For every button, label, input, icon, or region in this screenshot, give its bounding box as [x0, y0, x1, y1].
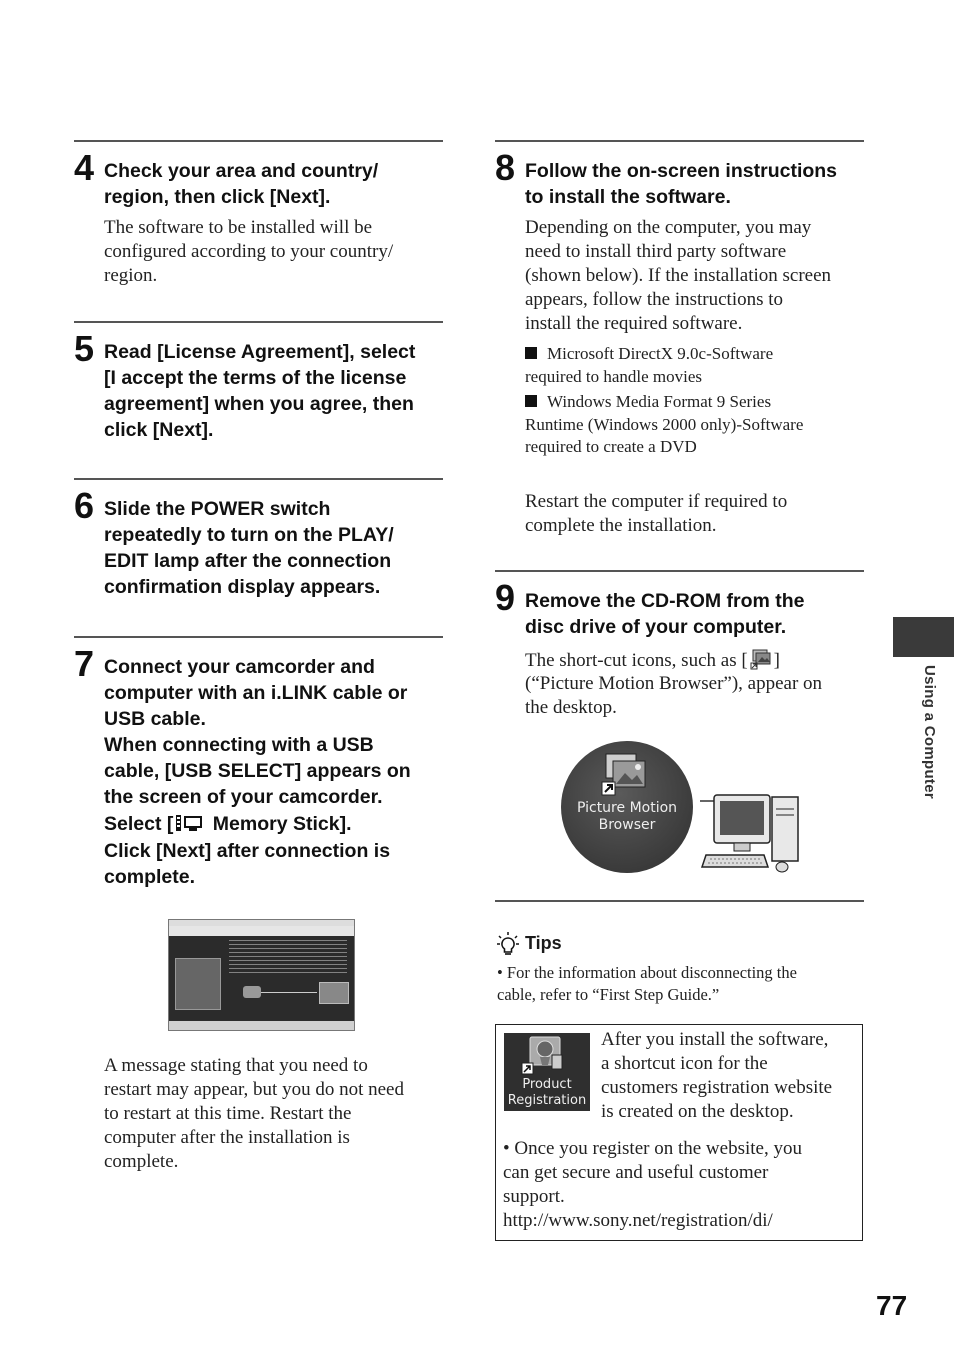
step8-item-directx	[525, 343, 870, 388]
picture-motion-browser-icon	[600, 752, 650, 803]
step4-body: The software to be installed will be configured according to your country/ region.	[104, 217, 394, 286]
computer-illustration	[700, 793, 805, 878]
connection-screenshot	[168, 919, 355, 1031]
step8-title: Follow the on-screen instructions to install the software.	[525, 160, 838, 208]
step8-number: 8	[495, 147, 516, 188]
step7-number: 7	[74, 643, 95, 684]
step9-title: Remove the CD-ROM from the disc drive of your computer.	[525, 590, 805, 638]
step4-rule	[74, 140, 443, 142]
step4-title: Check your area and country/ region, then click [Next].	[104, 160, 379, 208]
registration-text: After you install the software, a shortcut icon for the customers registration website is created on the desktop.	[601, 1029, 833, 1122]
section-tab-marker	[893, 617, 954, 657]
tips-rule	[495, 900, 864, 902]
step9-body-pre: The short-cut icons, such as [	[525, 650, 748, 671]
step7-select-line	[104, 811, 449, 840]
step7-select-post: Memory Stick].	[207, 813, 352, 835]
step8-restart: Restart the computer if required to complete the installation.	[525, 491, 788, 536]
tips-item: • For the information about disconnecting the cable, refer to “First Step Guide.”	[497, 963, 797, 1004]
tips-heading: Tips	[525, 933, 562, 953]
step8-item2-text: Windows Media Format 9 Series Runtime (Windows 2000 only)-Software required to create a DVD	[525, 392, 804, 456]
step8-body: Depending on the computer, you may need to install third party software (shown below). If the installation screen appears, follow the instructions to install the required software.	[525, 217, 832, 334]
step8-rule	[495, 140, 864, 142]
step7-body: A message stating that you need to restart may appear, but you do not need to restart at this time. Restart the computer after the installation is complete.	[104, 1055, 404, 1172]
step6-number: 6	[74, 485, 95, 526]
step9-body-post: ]	[773, 650, 780, 671]
step4-number: 4	[74, 147, 95, 188]
screenshot-header	[169, 926, 354, 936]
product-registration-label: Product Registration	[507, 1077, 587, 1108]
tips-lightbulb-icon	[497, 932, 519, 961]
registration-bullet: • Once you register on the website, you can get secure and useful customer support. http://www.sony.net/registration/di/	[503, 1138, 802, 1231]
screenshot-camcorder-illustration	[243, 986, 261, 998]
step5-title: Read [License Agreement], select [I accept the terms of the license agreement] when you agree, then click [Next].	[104, 341, 416, 441]
square-bullet-icon	[525, 395, 537, 407]
memory-stick-icon	[175, 813, 205, 840]
step9-body-rest: (“Picture Motion Browser”), appear on the desktop.	[525, 673, 823, 718]
picture-motion-browser-label: Picture Motion Browser	[576, 800, 678, 833]
screenshot-footer	[169, 1021, 354, 1030]
page-number: 77	[876, 1290, 908, 1321]
section-tab-label: Using a Computer	[921, 665, 938, 799]
screenshot-computer-illustration	[175, 958, 221, 1010]
square-bullet-icon	[525, 347, 537, 359]
screenshot-cable-illustration	[261, 992, 317, 993]
screenshot-text-lines	[229, 940, 347, 974]
step7-title-a: Connect your camcorder and computer with an i.LINK cable or USB cable. When connecting with a USB cable, [USB SELECT] appears on the screen of your camcorder.	[104, 656, 411, 808]
step7-rule	[74, 636, 443, 638]
step5-number: 5	[74, 328, 95, 369]
screenshot-device-illustration	[319, 982, 349, 1004]
step5-rule	[74, 321, 443, 323]
step8-item1-text: Microsoft DirectX 9.0c-Software required to handle movies	[525, 344, 774, 386]
step6-title: Slide the POWER switch repeatedly to turn on the PLAY/ EDIT lamp after the connection confirmation display appears.	[104, 498, 394, 598]
step9-number: 9	[495, 577, 516, 618]
step9-rule	[495, 570, 864, 572]
step7-title-b: Click [Next] after connection is complete.	[104, 840, 391, 888]
step7-select-pre: Select [	[104, 813, 174, 835]
step6-rule	[74, 478, 443, 480]
step8-item-wmf	[525, 391, 870, 459]
